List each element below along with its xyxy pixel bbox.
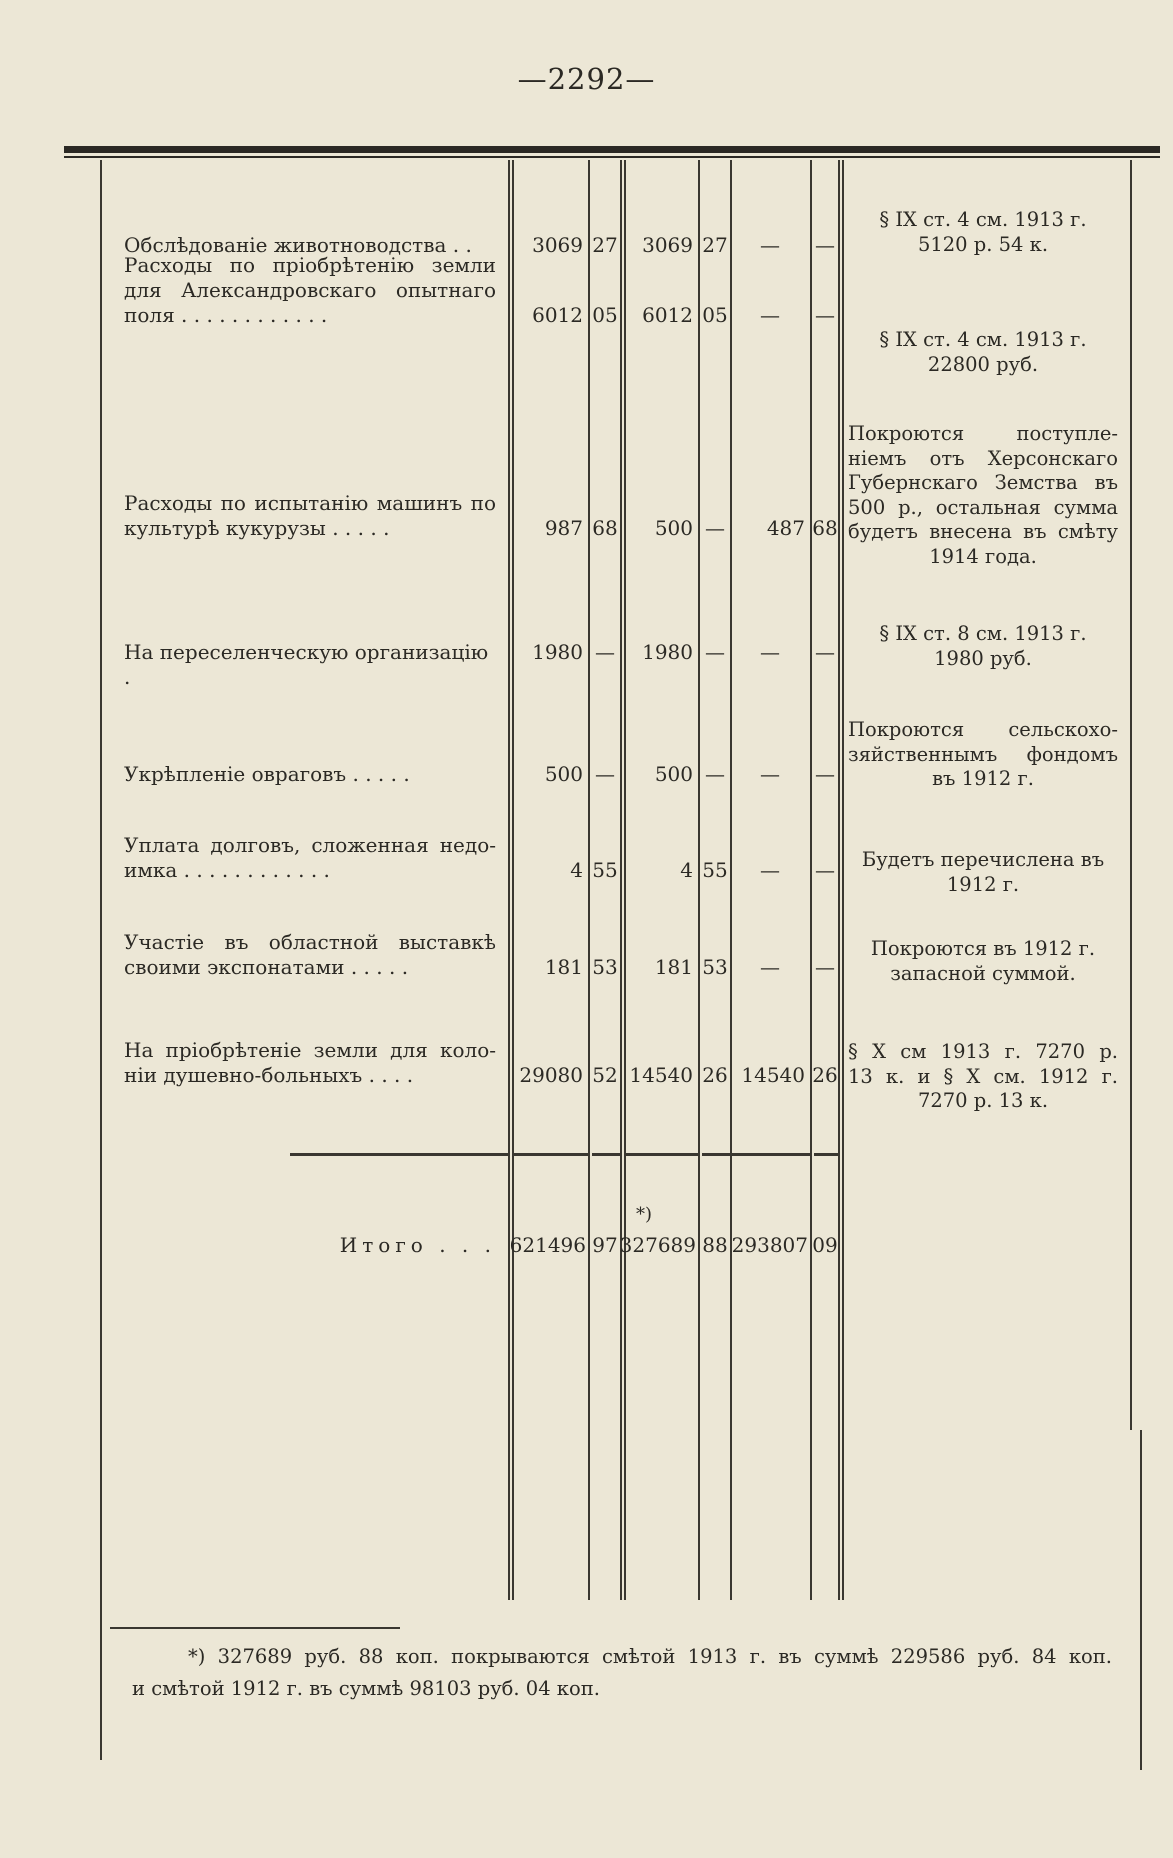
total-kopeks: 52 (592, 1063, 618, 1087)
description-line: для Александровскаго опытнаго (124, 278, 496, 302)
total-sum-rubles: 621496 (509, 1233, 586, 1257)
total-rubles: 1980 (532, 640, 583, 664)
remaining-rubles: — (760, 762, 780, 786)
total-rule (732, 1153, 810, 1156)
paid-rubles: 500 (654, 516, 693, 540)
note-line: будетъ внесена въ смѣту (848, 520, 1118, 543)
note-line: Покроются сельскохо- (848, 718, 1118, 741)
row-note (848, 937, 1118, 986)
paid-kopeks: — (705, 516, 725, 540)
note-line: § IX ст. 8 см. 1913 г. (879, 622, 1087, 645)
description-line: поля . . . . . . . . . . . . (124, 303, 328, 327)
row-description (124, 253, 496, 328)
column-rule (1130, 160, 1132, 1430)
total-sum-kopeks: 97 (592, 1233, 618, 1257)
total-rubles: 29080 (519, 1063, 583, 1087)
remaining-rubles: — (760, 858, 780, 882)
total-kopeks: 55 (592, 858, 618, 882)
row-note (848, 328, 1118, 377)
row-description (124, 640, 496, 690)
header-rule-thin (64, 156, 1160, 158)
row-note (848, 622, 1118, 671)
paid-sum-rubles: 327689 (619, 1233, 696, 1257)
remaining-rubles: — (760, 303, 780, 327)
note-line: въ 1912 г. (932, 767, 1034, 790)
paid-rubles: 4 (680, 858, 693, 882)
total-label: Итого . . . (339, 1233, 496, 1257)
note-line: § IX ст. 4 см. 1913 г. (879, 208, 1087, 231)
description-line: ніи душевно-больныхъ . . . . (124, 1063, 414, 1087)
paid-kopeks: 55 (702, 858, 728, 882)
note-line: 7270 р. 13 к. (917, 1089, 1049, 1112)
row-description (124, 762, 496, 787)
total-rule (514, 1153, 588, 1156)
note-line: зяйственнымъ фондомъ (848, 742, 1118, 766)
description-line: своими экспонатами . . . . . (124, 955, 409, 979)
note-line: 1914 года. (929, 544, 1037, 568)
remaining-kopeks: — (815, 640, 835, 664)
row-note (848, 422, 1118, 569)
remaining-kopeks: — (815, 955, 835, 979)
row-description (124, 1038, 496, 1088)
note-line: Будетъ перечислена въ (861, 848, 1105, 871)
total-kopeks: — (595, 640, 615, 664)
total-rubles: 181 (544, 955, 583, 979)
total-rubles: 3069 (532, 233, 583, 257)
total-kopeks: 27 (592, 233, 618, 257)
paid-rubles: 14540 (629, 1063, 693, 1087)
remaining-rubles: 14540 (741, 1063, 805, 1087)
description-line: Расходы по пріобрѣтенію земли (124, 253, 496, 277)
total-rule (702, 1153, 730, 1156)
note-line: 1980 руб. (934, 646, 1032, 670)
description-line: Обслѣдованіе животноводства . . (124, 233, 472, 257)
paid-kopeks: 26 (702, 1063, 728, 1087)
frame-rule (100, 1600, 102, 1760)
note-line: запасной суммой. (890, 961, 1076, 985)
paid-kopeks: 27 (702, 233, 728, 257)
total-kopeks: 68 (592, 516, 618, 540)
total-kopeks: — (595, 762, 615, 786)
note-line: 1912 г. (946, 872, 1020, 896)
note-line: § IX ст. 4 см. 1913 г. (879, 328, 1087, 351)
paid-kopeks: 53 (702, 955, 728, 979)
total-kopeks: 53 (592, 955, 618, 979)
column-rule (838, 160, 840, 1600)
footnote-line-2: и смѣтой 1912 г. въ суммѣ 98103 руб. 04 коп. (132, 1677, 600, 1700)
remaining-kopeks: — (815, 762, 835, 786)
column-rule (730, 160, 732, 1600)
paid-rubles: 500 (654, 762, 693, 786)
paid-kopeks: — (705, 640, 725, 664)
note-line: Губернскаго Земства въ (848, 471, 1118, 494)
note-line: 5120 р. 54 к. (917, 232, 1049, 256)
description-line: Уплата долговъ, сложенная недо- (124, 833, 496, 857)
paid-sum-kopeks: 88 (702, 1233, 728, 1257)
remaining-sum-kopeks: 09 (812, 1233, 838, 1257)
note-line: ніемъ отъ Херсонскаго (848, 446, 1118, 470)
total-rubles: 500 (544, 762, 583, 786)
paid-rubles: 181 (654, 955, 693, 979)
remaining-kopeks: — (815, 233, 835, 257)
description-line: Участіе въ областной выставкѣ (124, 930, 496, 954)
row-note (848, 718, 1118, 792)
total-rule (814, 1153, 838, 1156)
total-rule (626, 1153, 698, 1156)
row-note (848, 848, 1118, 897)
paid-kopeks: — (705, 762, 725, 786)
row-description (124, 930, 496, 980)
column-rule (842, 160, 844, 1600)
remaining-kopeks: 26 (812, 1063, 838, 1087)
remaining-kopeks: — (815, 858, 835, 882)
total-rubles: 987 (544, 516, 583, 540)
total-rule (290, 1153, 508, 1156)
paid-rubles: 1980 (642, 640, 693, 664)
total-rubles: 6012 (532, 303, 583, 327)
note-line: 22800 руб. (927, 352, 1039, 376)
column-rule (100, 160, 102, 1600)
remaining-rubles: — (760, 233, 780, 257)
page-number: —2292— (517, 62, 656, 96)
row-note (848, 1040, 1118, 1114)
description-line: На пріобрѣтеніе земли для коло- (124, 1038, 496, 1062)
remaining-rubles: 487 (766, 516, 805, 540)
remaining-kopeks: — (815, 303, 835, 327)
description-line: Расходы по испытанію машинъ по (124, 491, 496, 515)
total-rule (592, 1153, 620, 1156)
note-line: 500 р., остальная сумма (848, 495, 1118, 519)
remaining-rubles: — (760, 640, 780, 664)
description-line: имка . . . . . . . . . . . . (124, 858, 330, 882)
remaining-sum-rubles: 293807 (731, 1233, 808, 1257)
note-line: Покроются въ 1912 г. (870, 937, 1096, 960)
footnote (132, 1641, 1112, 1705)
footnote-rule (110, 1627, 400, 1629)
remaining-kopeks: 68 (812, 516, 838, 540)
footnote-marker: *) (636, 1204, 653, 1225)
description-line: На переселенческую организацію . (124, 640, 489, 689)
row-description (124, 491, 496, 541)
note-line: § X см 1913 г. 7270 р. (848, 1040, 1118, 1063)
paid-rubles: 6012 (642, 303, 693, 327)
description-line: культурѣ кукурузы . . . . . (124, 516, 390, 540)
total-rubles: 4 (570, 858, 583, 882)
header-rule (64, 146, 1160, 153)
note-line: Покроются поступле- (848, 422, 1118, 445)
paid-rubles: 3069 (642, 233, 693, 257)
paid-kopeks: 05 (702, 303, 728, 327)
footnote-line-1: *) 327689 руб. 88 коп. покрываются смѣтой 1913 г. въ суммѣ 229586 руб. 84 коп. (188, 1645, 1112, 1668)
description-line: Укрѣпленіе овраговъ . . . . . (124, 762, 410, 786)
frame-rule (1140, 1430, 1142, 1770)
remaining-rubles: — (760, 955, 780, 979)
row-note (848, 208, 1118, 257)
note-line: 13 к. и § X см. 1912 г. (848, 1064, 1118, 1088)
row-description (124, 833, 496, 883)
total-kopeks: 05 (592, 303, 618, 327)
